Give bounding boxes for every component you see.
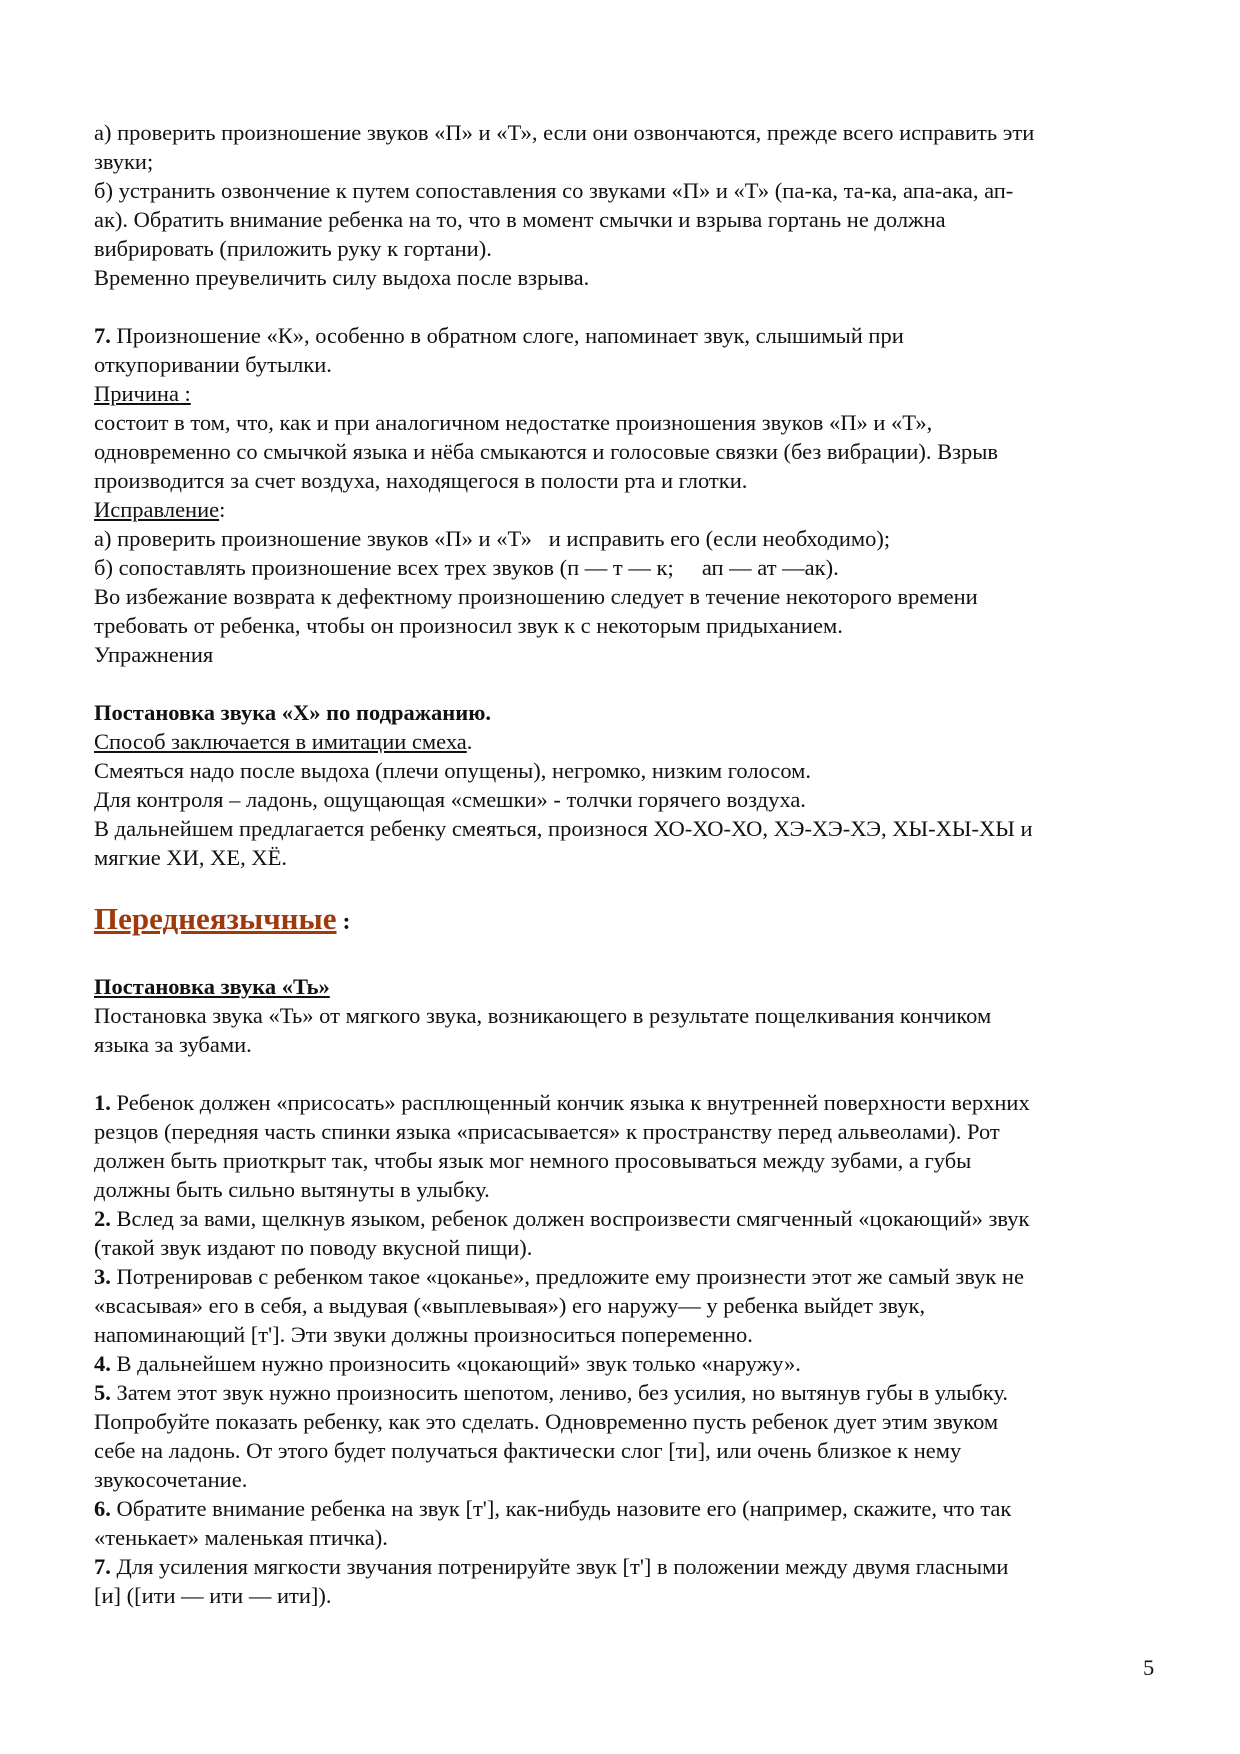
- fix-label-line: [94, 495, 1154, 524]
- method-line: [94, 727, 1154, 756]
- x-sound-block: [94, 698, 1154, 872]
- text-line: а) проверить произношение звуков «П» и «Т» и исправить его (если необходимо);: [94, 526, 891, 551]
- page-number: 5: [1143, 1655, 1155, 1680]
- text-line: Постановка звука «Ть» от мягкого звука, возникающего в результате пощелкивания кончиком: [94, 1003, 992, 1028]
- text-line: В дальнейшем предлагается ребенку смеяться, произнося ХО-ХО-ХО, ХЭ-ХЭ-ХЭ, ХЫ-ХЫ-ХЫ и: [94, 816, 1033, 841]
- step-number: 7.: [94, 1554, 111, 1579]
- step-3-line: [94, 1262, 1154, 1291]
- step-2-line: [94, 1204, 1154, 1233]
- text: Произношение «К», особенно в обратном слоге, напоминает звук, слышимый при: [110, 323, 904, 348]
- item-7-line: [94, 321, 1154, 350]
- text: Потренировав с ребенком такое «цоканье», предложите ему произнести этот же самый звук не: [110, 1264, 1024, 1289]
- step-number: 4.: [94, 1351, 111, 1376]
- section-title: Переднеязычные: [94, 901, 337, 936]
- item-number: 7.: [94, 323, 111, 348]
- text-line: должен быть приоткрыт так, чтобы язык мог немного просовываться между зубами, а губы: [94, 1148, 972, 1173]
- text-line: резцов (передняя часть спинки языка «присасывается» к пространству перед альвеолами). Рот: [94, 1119, 1000, 1144]
- block1: [94, 118, 1154, 292]
- text: Ребенок должен «присосать» расплющенный кончик языка к внутренней поверхности верхних: [110, 1090, 1030, 1115]
- fix-colon: :: [219, 497, 226, 522]
- text-line: Временно преувеличить силу выдоха после взрыва.: [94, 265, 590, 290]
- t-sound-heading: Постановка звука «Ть»: [94, 974, 330, 999]
- method-label: Способ заключается в имитации смеха: [94, 729, 467, 754]
- text-line: откупоривании бутылки.: [94, 352, 332, 377]
- step-number: 6.: [94, 1496, 111, 1521]
- step-number: 2.: [94, 1206, 111, 1231]
- text-line: «тенькает» маленькая птичка).: [94, 1525, 388, 1550]
- text-line: ак). Обратить внимание ребенка на то, что в момент смычки и взрыва гортань не должна: [94, 207, 946, 232]
- text: Вслед за вами, щелкнув языком, ребенок должен воспроизвести смягченный «цокающий» звук: [110, 1206, 1030, 1231]
- text-line: требовать от ребенка, чтобы он произносил звук к с некоторым придыханием.: [94, 613, 843, 638]
- item-7: [94, 321, 1154, 669]
- text-line: звуки;: [94, 149, 154, 174]
- text-line: одновременно со смычкой языка и нёба смыкаются и голосовые связки (без вибрации). Взрыв: [94, 439, 998, 464]
- text-line: а) проверить произношение звуков «П» и «Т», если они озвончаются, прежде всего исправить эти: [94, 120, 1035, 145]
- section-heading: [94, 900, 1154, 941]
- t-sound-block: [94, 972, 1154, 1610]
- spacer: [94, 669, 1154, 698]
- text-line: Для контроля – ладонь, ощущающая «смешки» - толчки горячего воздуха.: [94, 787, 806, 812]
- text: В дальнейшем нужно произносить «цокающий» звук только «наружу».: [110, 1351, 801, 1376]
- step-6-line: [94, 1494, 1154, 1523]
- text-line: б) сопоставлять произношение всех трех звуков (п — т — к; ап — ат —ак).: [94, 555, 839, 580]
- step-1-line: [94, 1088, 1154, 1117]
- section-colon: :: [336, 909, 351, 935]
- step-number: 1.: [94, 1090, 111, 1115]
- step-number: 3.: [94, 1264, 111, 1289]
- fix-label: Исправление: [94, 497, 220, 522]
- text-line: мягкие ХИ, ХЕ, ХЁ.: [94, 845, 288, 870]
- step-5-line: [94, 1378, 1154, 1407]
- text-line: (такой звук издают по поводу вкусной пищи).: [94, 1235, 533, 1260]
- text-line: должны быть сильно вытянуты в улыбку.: [94, 1177, 490, 1202]
- spacer: [94, 292, 1154, 321]
- step-7-line: [94, 1552, 1154, 1581]
- text-line: состоит в том, что, как и при аналогичном недостатке произношения звуков «П» и «Т»,: [94, 410, 933, 435]
- text-line: «всасывая» его в себя, а выдувая («выплевывая») его наружу— у ребенка выйдет звук,: [94, 1293, 926, 1318]
- text-line: себе на ладонь. От этого будет получаться фактически слог [ти], или очень близкое к нему: [94, 1438, 962, 1463]
- document-page: [94, 118, 1154, 1610]
- cause-label: Причина :: [94, 381, 191, 406]
- x-sound-heading: Постановка звука «Х» по подражанию.: [94, 700, 492, 725]
- text-line: Во избежание возврата к дефектному произношению следует в течение некоторого времени: [94, 584, 978, 609]
- step-4-line: [94, 1349, 1154, 1378]
- step-number: 5.: [94, 1380, 111, 1405]
- text-line: вибрировать (приложить руку к гортани).: [94, 236, 492, 261]
- text: Обратите внимание ребенка на звук [т'], как-нибудь назовите его (например, скажите, что так: [110, 1496, 1012, 1521]
- text-line: звукосочетание.: [94, 1467, 248, 1492]
- text-line: напоминающий [т']. Эти звуки должны произноситься попеременно.: [94, 1322, 753, 1347]
- method-dot: .: [466, 729, 473, 754]
- text-line: Смеяться надо после выдоха (плечи опущены), негромко, низким голосом.: [94, 758, 812, 783]
- text-line: Попробуйте показать ребенку, как это сделать. Одновременно пусть ребенок дует этим звуком: [94, 1409, 999, 1434]
- spacer: [94, 1059, 1154, 1088]
- text-line: б) устранить озвончение к путем сопоставления со звуками «П» и «Т» (па-ка, та-ка, апа-ака, ап-: [94, 178, 1014, 203]
- text-line: Упражнения: [94, 642, 214, 667]
- text: Для усиления мягкости звучания потренируйте звук [т'] в положении между двумя гласными: [110, 1554, 1009, 1579]
- text-line: производится за счет воздуха, находящегося в полости рта и глотки.: [94, 468, 748, 493]
- text-line: языка за зубами.: [94, 1032, 252, 1057]
- text: Затем этот звук нужно произносить шепотом, лениво, без усилия, но вытянув губы в улыбку.: [110, 1380, 1009, 1405]
- text-line: [и] ([ити — ити — ити]).: [94, 1583, 332, 1608]
